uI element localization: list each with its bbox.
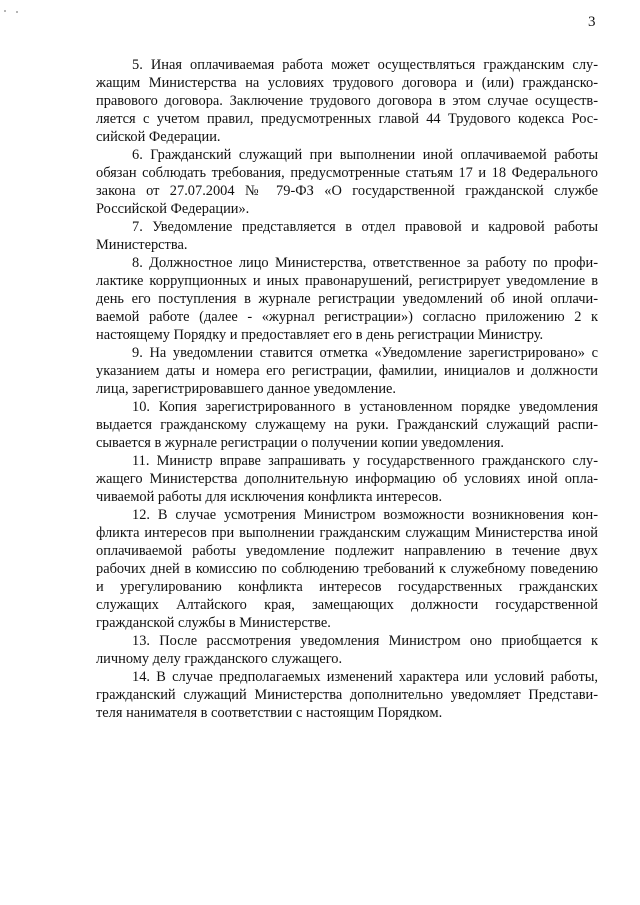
page-number: 3	[588, 14, 596, 30]
scan-speck	[16, 11, 18, 13]
paragraph-9: 9. На уведомлении ставится отметка «Уведомление зарегистрировано» с указанием даты и номера его регистрации, фамилии, инициалов и должности лица, зарегистрировавшего данное уведомление.	[96, 345, 598, 397]
paragraph-6: 6. Гражданский служащий при выполнении иной оплачиваемой работы обязан соблюдать требования, предусмотренные статьям 17 и 18 Федерального закона от 27.07.2004 № 79-ФЗ «О государственной гражданской службе Российской Федерации».	[96, 147, 598, 217]
paragraph-8: 8. Должностное лицо Министерства, ответственное за работу по профилактике коррупционных и иных правонарушений, регистрирует уведомление в день его поступления в журнале регистрации уведомлений об иной оплачиваемой работе (далее - «журнал регистрации») согласно приложению 2 к настоящему Порядку и предоставляет его в день регистрации Министру.	[96, 255, 598, 343]
paragraph-7: 7. Уведомление представляется в отдел правовой и кадровой работы Министерства.	[96, 219, 598, 253]
paragraph-13: 13. После рассмотрения уведомления Министром оно приобщается к личному делу гражданского служащего.	[96, 633, 598, 667]
paragraph-10: 10. Копия зарегистрированного в установленном порядке уведомления выдается гражданскому служащему на руки. Гражданский служащий расписывается в журнале регистрации о получении копии уведомления.	[96, 399, 598, 451]
paragraph-11: 11. Министр вправе запрашивать у государственного гражданского служащего Министерства дополнительную информацию об условиях иной оплачиваемой работы для исключения конфликта интересов.	[96, 453, 598, 505]
paragraph-12: 12. В случае усмотрения Министром возможности возникновения конфликта интересов при выполнении гражданским служащим Министерства иной оплачиваемой работы уведомление подлежит направлению в течение двух рабочих дней в комиссию по соблюдению требований к служебному поведению и урегулированию конфликта интересов государственных гражданских служащих Алтайского края, замещающих должности государственной гражданской службы в Министерстве.	[96, 507, 598, 631]
scan-speck	[4, 10, 6, 12]
paragraph-14: 14. В случае предполагаемых изменений характера или условий работы, гражданский служащий Министерства дополнительно уведомляет Представителя нанимателя в соответствии с настоящим Порядком.	[96, 669, 598, 721]
paragraph-5: 5. Иная оплачиваемая работа может осуществляться гражданским служащим Министерства на условиях трудового договора и (или) гражданскоправового договора. Заключение трудового договора в этом случае осуществляется с учетом правил, предусмотренных главой 44 Трудового кодекса Российской Федерации.	[96, 57, 598, 145]
document-body	[96, 56, 598, 722]
